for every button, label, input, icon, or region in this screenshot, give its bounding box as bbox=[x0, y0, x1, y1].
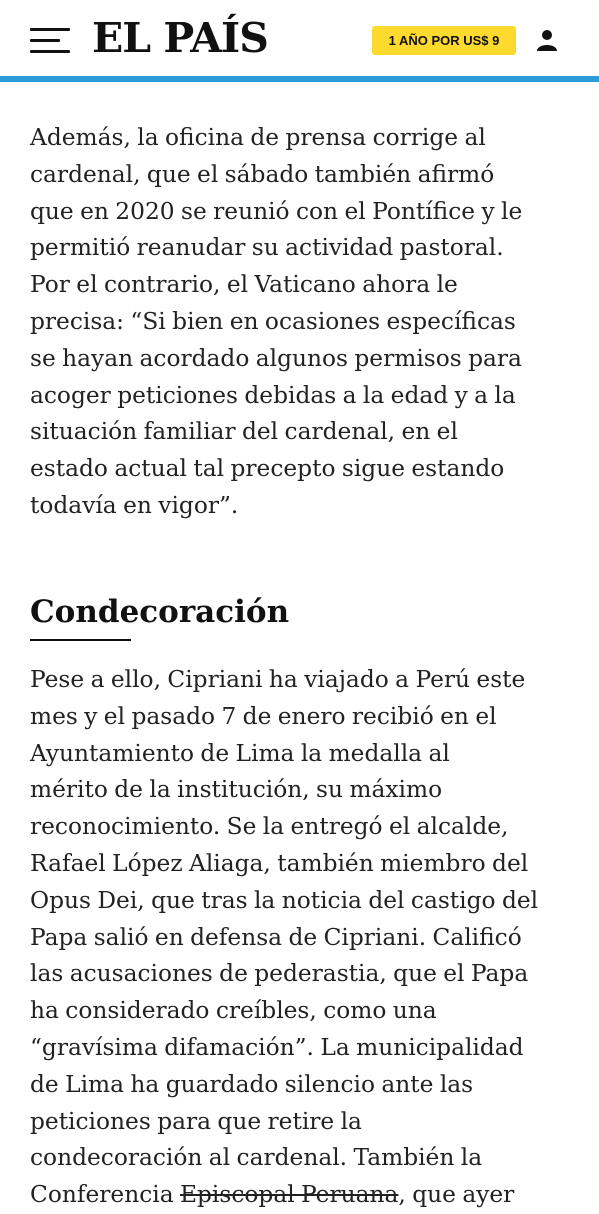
article-paragraph bbox=[30, 120, 575, 525]
text-line: precisa: “Si bien en ocasiones específicas bbox=[30, 307, 516, 335]
text-line: Además, la oficina de prensa corrige al bbox=[30, 124, 486, 151]
text-line: mes y el pasado 7 de enero recibió en el bbox=[30, 702, 497, 730]
text-line: ha considerado creíbles, como una bbox=[30, 997, 437, 1025]
text-line: Opus Dei, que tras la noticia del castigo del bbox=[30, 886, 539, 914]
reading-progress-bar bbox=[0, 76, 599, 82]
heading-underline bbox=[30, 639, 131, 641]
text-line: mérito de la institución, su máximo bbox=[30, 776, 443, 804]
site-header bbox=[0, 0, 599, 76]
text-line: todavía en vigor”. bbox=[30, 491, 239, 519]
text-line: permitió reanudar su actividad pastoral. bbox=[30, 234, 504, 262]
reading-progress-fill bbox=[0, 76, 599, 82]
paragraph-1 bbox=[30, 120, 575, 525]
text-line: Ayuntamiento de Lima la medalla al bbox=[30, 739, 450, 767]
article-paragraph-2 bbox=[30, 662, 590, 1214]
text-line: Por el contrario, el Vaticano ahora le bbox=[30, 271, 458, 299]
text-line: “gravísima difamación”. La municipalidad bbox=[30, 1033, 524, 1061]
paragraph-2-last-line bbox=[30, 1177, 590, 1214]
text-line: condecoración al cardenal. También la bbox=[30, 1144, 483, 1172]
text-line: Papa salió en defensa de Cipriani. Calificó bbox=[30, 923, 522, 951]
text-line: estado actual tal precepto sigue estando bbox=[30, 455, 505, 483]
text-line: situación familiar del cardenal, en el bbox=[30, 418, 458, 446]
text-line: de Lima ha guardado silencio ante las bbox=[30, 1070, 474, 1098]
text-line: cardenal, que el sábado también afirmó bbox=[30, 160, 495, 188]
user-icon[interactable] bbox=[534, 27, 560, 53]
site-logo[interactable]: EL PAÍS bbox=[92, 14, 268, 62]
text-line: que en 2020 se reunió con el Pontífice y le bbox=[30, 197, 523, 225]
text-line: Pese a ello, Cipriani ha viajado a Perú este bbox=[30, 666, 526, 693]
paragraph-2 bbox=[30, 662, 590, 1177]
text-line: las acusaciones de pederastia, que el Papa bbox=[30, 960, 529, 988]
struck-text: Episcopal Peruana bbox=[180, 1181, 399, 1209]
section-heading: Condecoración bbox=[30, 594, 290, 630]
text-line: reconocimiento. Se la entregó el alcalde, bbox=[30, 813, 509, 841]
text-line: Rafael López Aliaga, también miembro del bbox=[30, 849, 529, 877]
text-line: peticiones para que retire la bbox=[30, 1107, 362, 1135]
hamburger-menu-icon[interactable] bbox=[30, 28, 70, 54]
text-line: se hayan acordado algunos permisos para bbox=[30, 344, 522, 372]
text-segment: , que ayer bbox=[398, 1181, 515, 1209]
subscribe-button[interactable]: 1 AÑO POR US$ 9 bbox=[372, 26, 516, 55]
text-segment: Conferencia bbox=[30, 1181, 180, 1209]
text-line: acoger peticiones debidas a la edad y a la bbox=[30, 381, 516, 409]
